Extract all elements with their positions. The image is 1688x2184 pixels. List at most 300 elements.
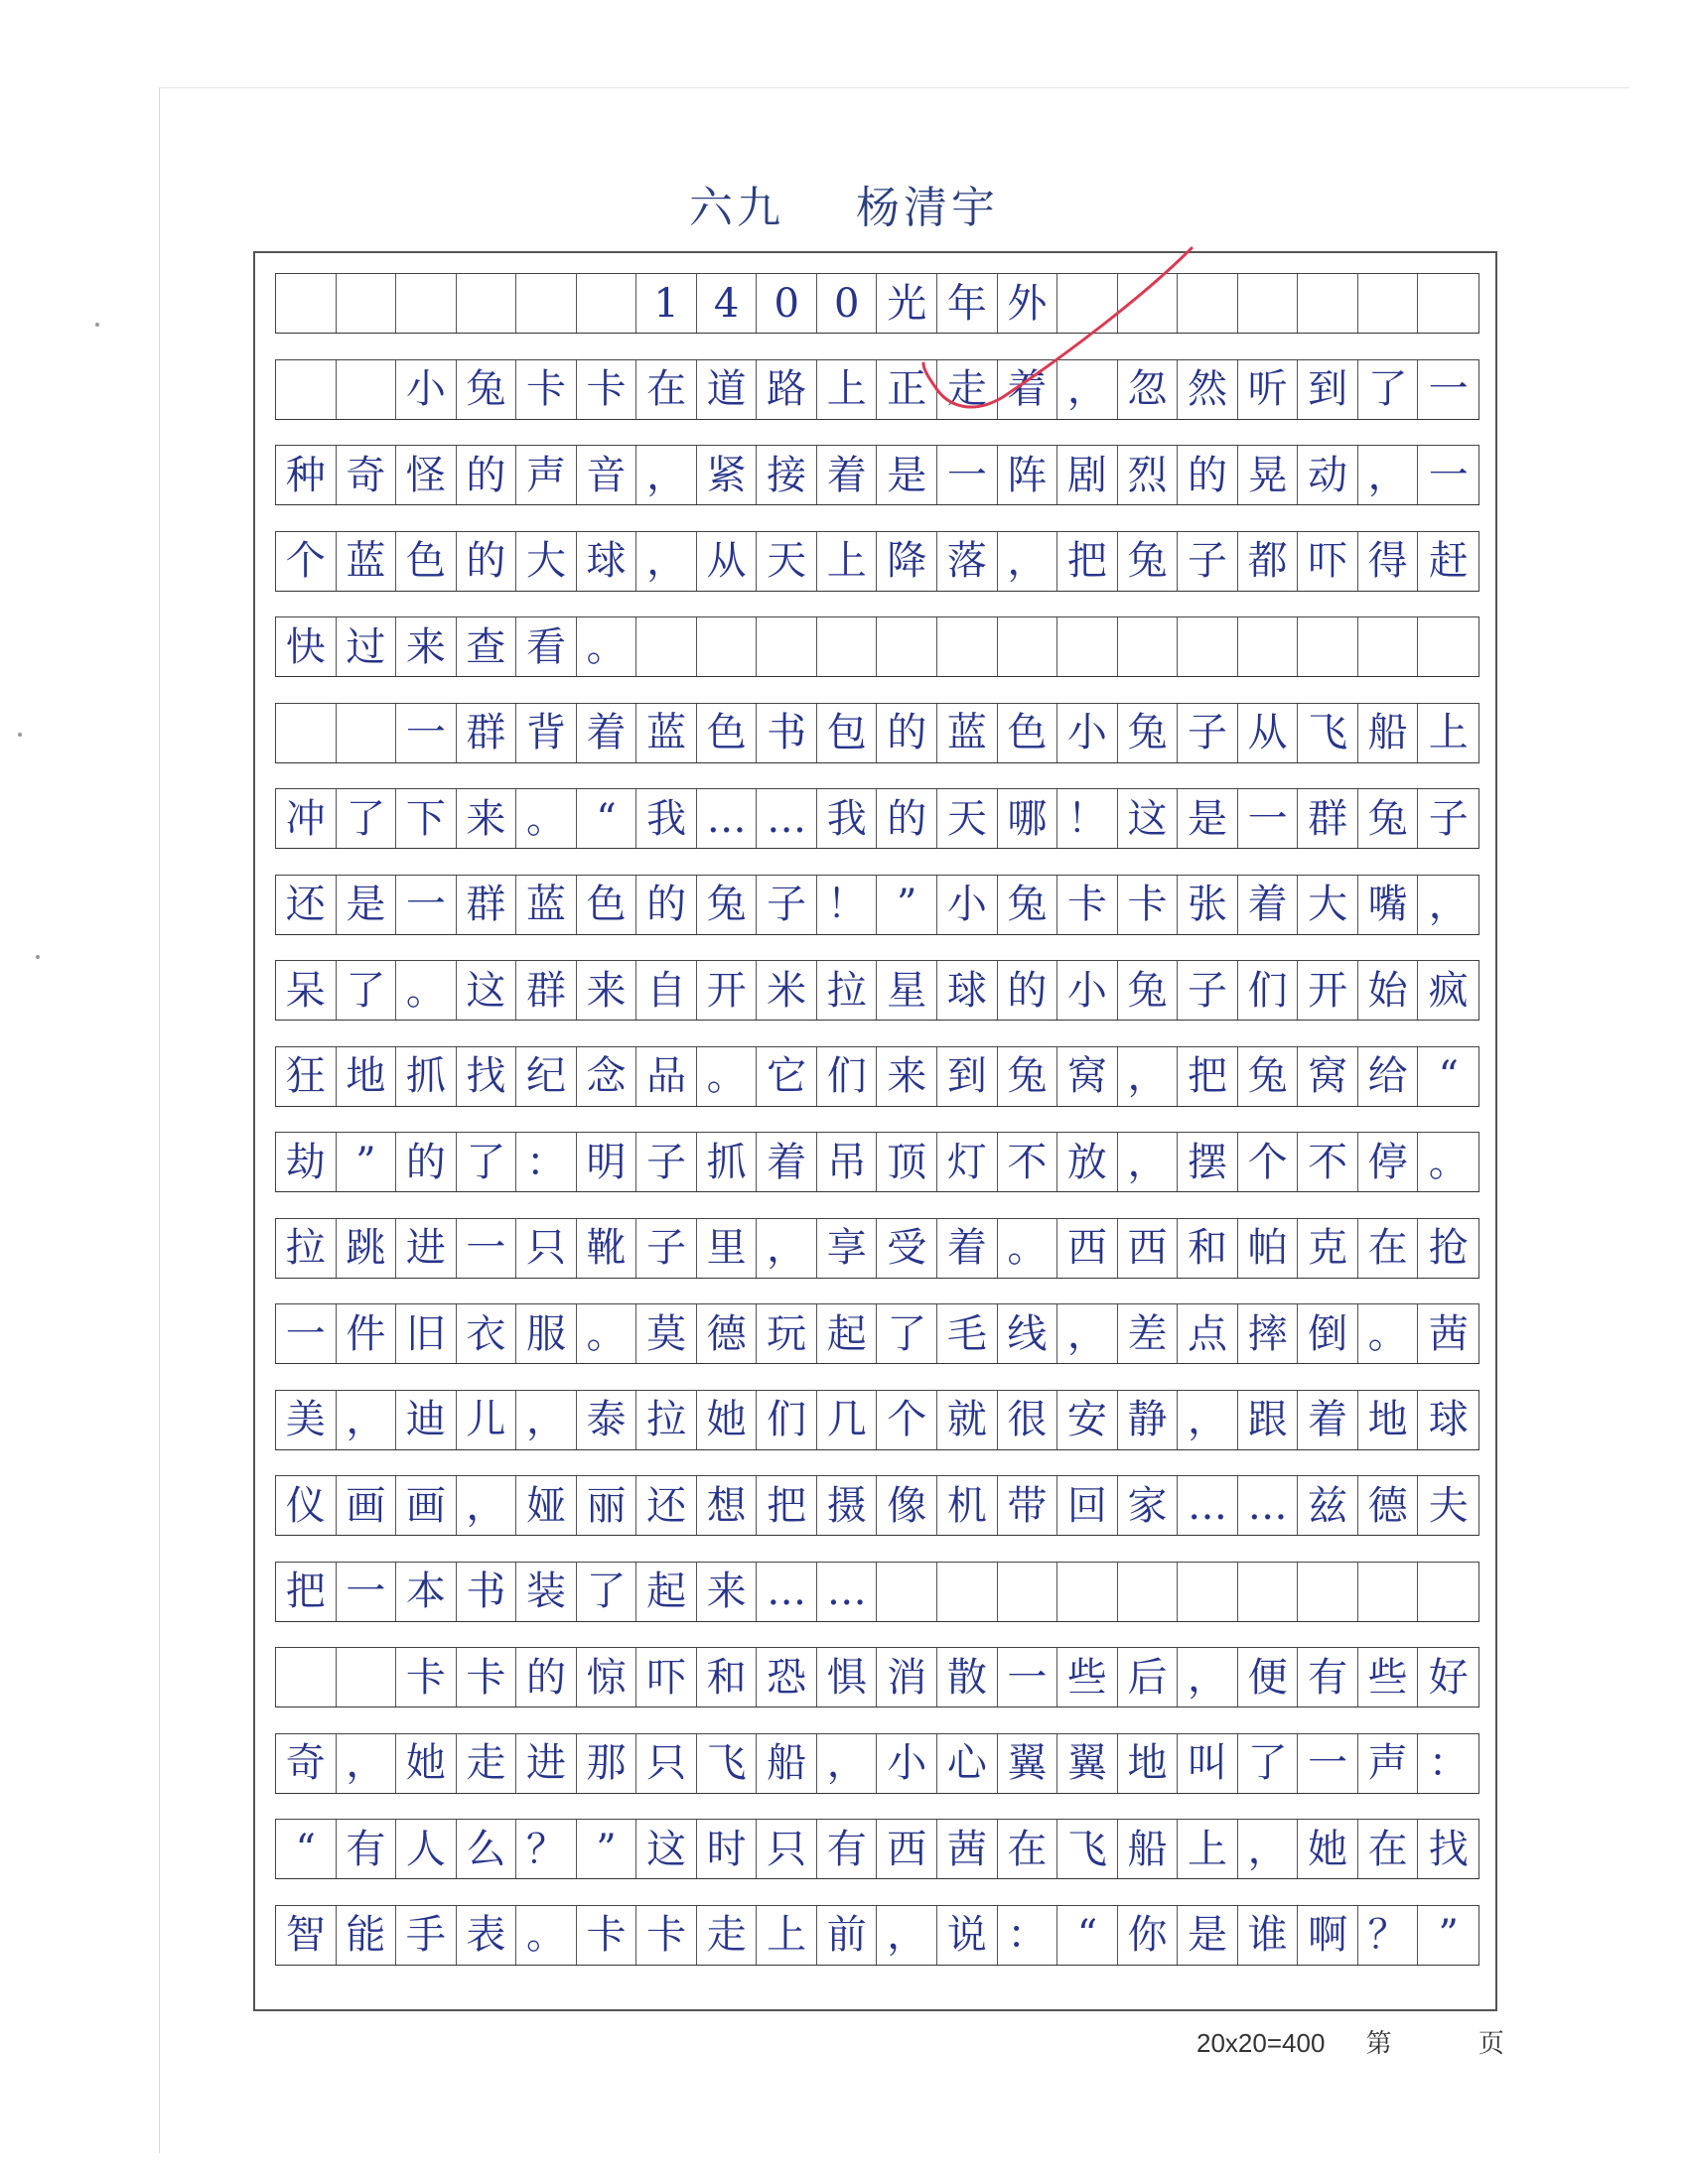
grid-cell: [877, 1563, 937, 1621]
grid-cell: 小: [396, 360, 457, 419]
grid-cell: 给: [1358, 1047, 1419, 1106]
grid-cell: 它: [757, 1047, 817, 1106]
grid-cell: 里: [697, 1219, 758, 1278]
grid-cell: 飞: [697, 1734, 758, 1793]
grid-cell: …: [697, 789, 758, 848]
grid-cell: 卡: [1057, 876, 1118, 934]
grid-cell: 靴: [577, 1219, 637, 1278]
grid-cell: 有: [1298, 1648, 1358, 1706]
grid-cell: 摆: [1178, 1133, 1238, 1191]
grid-cell: 看: [516, 617, 577, 676]
grid-cell: 卡: [636, 1906, 697, 1965]
grid-cell: ，: [1178, 1391, 1238, 1449]
grid-cell: 一: [276, 1304, 337, 1363]
manuscript-grid-sheet: [253, 251, 1497, 2011]
grid-cell: 进: [396, 1219, 457, 1278]
grid-cell: 剧: [1057, 446, 1118, 504]
grid-cell: 天: [937, 789, 998, 848]
grid-cell: 顶: [877, 1133, 937, 1191]
grid-cell: 件: [337, 1304, 397, 1363]
grid-cell: 船: [1358, 704, 1419, 762]
grid-cell: 抢: [1428, 1225, 1469, 1271]
grid-cell: 晃: [1238, 446, 1299, 504]
grid-cell: 子: [1178, 961, 1238, 1020]
grid-cell: 跳: [337, 1219, 397, 1278]
grid-cell: 带: [998, 1476, 1058, 1535]
grid-cell: 很: [998, 1391, 1058, 1449]
grid-cell: [1178, 1563, 1238, 1621]
grid-cell: 一: [1298, 1734, 1358, 1793]
grid-cell: [1358, 1563, 1419, 1621]
grid-cell: 星: [877, 961, 937, 1020]
grid-cell: 想: [697, 1476, 758, 1535]
grid-cell: ，: [1118, 1133, 1179, 1191]
grid-cell: [697, 617, 758, 676]
grid-cell: …: [757, 789, 817, 848]
grid-cell: 蓝: [516, 876, 577, 934]
grid-cell: 1: [636, 274, 697, 333]
grid-cell: 和: [1178, 1219, 1238, 1278]
grid-cell: 回: [1057, 1476, 1118, 1535]
grid-row: [275, 1562, 1479, 1622]
grid-cell: [757, 617, 817, 676]
grid-cell: 只: [757, 1820, 817, 1878]
grid-cell: 蓝: [937, 704, 998, 762]
grid-cell: 天: [757, 532, 817, 591]
grid-cell: 兔: [998, 876, 1058, 934]
grid-cell: ，: [1057, 1304, 1118, 1363]
grid-cell: 翼: [1057, 1734, 1118, 1793]
grid-cell: 呆: [276, 961, 337, 1020]
grid-cell: 莫: [636, 1304, 697, 1363]
grid-cell: 和: [697, 1648, 758, 1706]
grid-row: [275, 703, 1479, 763]
grid-cell: [1057, 617, 1118, 676]
grid-cell: 着: [1298, 1391, 1358, 1449]
grid-cell: 了: [577, 1563, 637, 1621]
grid-cell: 把: [1057, 532, 1118, 591]
grid-cell: ，: [1428, 882, 1469, 927]
grid-cell: 茜: [1428, 1310, 1469, 1357]
grid-cell: 动: [1298, 446, 1358, 504]
grid-cell: 迪: [396, 1391, 457, 1449]
grid-cell: 了: [1358, 360, 1419, 419]
grid-row: [275, 1475, 1479, 1536]
grid-cell: 地: [337, 1047, 397, 1106]
grid-cell: 了: [337, 961, 397, 1020]
grid-cell: 只: [636, 1734, 697, 1793]
grid-cell: 翼: [998, 1734, 1058, 1793]
grid-cell: 。: [396, 961, 457, 1020]
grid-row: [275, 1132, 1479, 1192]
grid-cell: 抓: [697, 1133, 758, 1191]
grid-cell: 色: [396, 532, 457, 591]
grid-cell: 上: [817, 532, 878, 591]
grid-cell: 一: [1428, 366, 1469, 412]
grid-cell: 茜: [937, 1820, 998, 1878]
grid-cell: 这: [1118, 789, 1179, 848]
grid-cell: 着: [577, 704, 637, 762]
grid-cell: 享: [817, 1219, 878, 1278]
grid-cell: 一: [998, 1648, 1058, 1706]
grid-cell: 蓝: [636, 704, 697, 762]
grid-cell: 哪: [998, 789, 1058, 848]
grid-cell: 上: [817, 360, 878, 419]
grid-cell: 小: [937, 876, 998, 934]
grid-cell: 狂: [276, 1047, 337, 1106]
grid-cell: 啊: [1298, 1906, 1358, 1965]
grid-cell: 西: [1118, 1219, 1179, 1278]
grid-cell: 张: [1178, 876, 1238, 934]
grid-cell: 兔: [1118, 704, 1179, 762]
scan-speck: [36, 955, 40, 959]
grid-cell: 倒: [1298, 1304, 1358, 1363]
grid-cell: 球: [577, 532, 637, 591]
grid-cell: 吓: [1298, 532, 1358, 591]
grid-cell: ，: [636, 532, 697, 591]
grid-cell: 个: [276, 532, 337, 591]
grid-cell: 种: [276, 446, 337, 504]
grid-cell: 帕: [1238, 1219, 1299, 1278]
page-unit: 页: [1477, 2028, 1504, 2058]
grid-cell: 烈: [1118, 446, 1179, 504]
grid-cell: 群: [1298, 789, 1358, 848]
grid-cell: 卡: [1118, 876, 1179, 934]
grid-cell: ”: [337, 1133, 397, 1191]
grid-cell: 能: [337, 1906, 397, 1965]
grid-cell: 的: [636, 876, 697, 934]
grid-cell: 声: [1358, 1734, 1419, 1793]
grid-cell: 上: [1178, 1820, 1238, 1878]
grid-cell: 过: [337, 617, 397, 676]
grid-cell: 是: [337, 876, 397, 934]
grid-cell: 只: [516, 1219, 577, 1278]
grid-cell: 德: [1358, 1476, 1419, 1535]
grid-cell: [276, 274, 337, 333]
grid-cell: 兹: [1298, 1476, 1358, 1535]
grid-cell: 球: [937, 961, 998, 1020]
grid-cell: …: [1238, 1476, 1299, 1535]
grid-cell: 个: [877, 1391, 937, 1449]
grid-cell: 服: [516, 1304, 577, 1363]
grid-cell: 群: [516, 961, 577, 1020]
grid-cell: 停: [1358, 1133, 1419, 1191]
grid-cell: 蓝: [337, 532, 397, 591]
grid-cell: 走: [697, 1906, 758, 1965]
grid-cell: 画: [396, 1476, 457, 1535]
grid-cell: 灯: [937, 1133, 998, 1191]
grid-cell: 书: [757, 704, 817, 762]
grid-cell: 我: [817, 789, 878, 848]
grid-cell: …: [817, 1563, 878, 1621]
grid-cell: [1238, 274, 1299, 333]
grid-cell: 拉: [636, 1391, 697, 1449]
grid-cell: 怪: [396, 446, 457, 504]
grid-cell: 走: [457, 1734, 517, 1793]
grid-cell: 有: [337, 1820, 397, 1878]
grid-cell: 恐: [757, 1648, 817, 1706]
grid-cell: 色: [998, 704, 1058, 762]
grid-cell: ，: [516, 1391, 577, 1449]
grid-cell: 差: [1118, 1304, 1179, 1363]
grid-cell: 兔: [1118, 961, 1179, 1020]
sheet-footer: [1196, 2023, 1504, 2060]
grid-cell: 兔: [1118, 532, 1179, 591]
grid-cell: 她: [1298, 1820, 1358, 1878]
grid-cell: 音: [577, 446, 637, 504]
grid-cell: 静: [1118, 1391, 1179, 1449]
grid-cell: 。: [1358, 1304, 1419, 1363]
grid-cell: [337, 274, 397, 333]
grid-cell: 前: [817, 1906, 878, 1965]
grid-cell: [877, 617, 937, 676]
grid-cell: 小: [1057, 961, 1118, 1020]
grid-cell: 还: [276, 876, 337, 934]
grid-cell: 嘴: [1358, 876, 1419, 934]
grid-cell: 的: [1178, 446, 1238, 504]
grid-cell: 子: [636, 1133, 697, 1191]
grid-cell: 惧: [817, 1648, 878, 1706]
grid-cell: 。: [516, 789, 577, 848]
grid-cell: ：: [998, 1906, 1058, 1965]
grid-cell: 落: [937, 532, 998, 591]
grid-cell: 着: [998, 360, 1058, 419]
grid-cell: 散: [937, 1648, 998, 1706]
grid-row: [275, 1046, 1479, 1107]
grid-cell: 儿: [457, 1391, 517, 1449]
class-name: 六九: [689, 183, 785, 233]
grid-row: [275, 616, 1479, 677]
grid-cell: 地: [1358, 1391, 1419, 1449]
grid-cell: [276, 1648, 337, 1706]
grid-cell: 是: [1178, 789, 1238, 848]
grid-cell: 忽: [1118, 360, 1179, 419]
grid-cell: 路: [757, 360, 817, 419]
grid-cell: [516, 274, 577, 333]
grid-cell: 下: [396, 789, 457, 848]
grid-cell: 。: [697, 1047, 758, 1106]
grid-row: [275, 273, 1479, 334]
grid-cell: 们: [1238, 961, 1299, 1020]
grid-cell: 小: [1057, 704, 1118, 762]
grid-cell: 来: [697, 1563, 758, 1621]
grid-cell: 年: [937, 274, 998, 333]
grid-cell: “: [276, 1820, 337, 1878]
grid-cell: [1358, 617, 1419, 676]
grid-cell: 听: [1238, 360, 1299, 419]
grid-row: [275, 788, 1479, 849]
grid-cell: 子: [757, 876, 817, 934]
grid-cell: 时: [697, 1820, 758, 1878]
grid-cell: 了: [337, 789, 397, 848]
grid-cell: ，: [877, 1906, 937, 1965]
grid-cell: [1178, 617, 1238, 676]
grid-cell: ，: [337, 1734, 397, 1793]
grid-cell: 走: [937, 360, 998, 419]
scan-speck: [95, 323, 99, 327]
grid-cell: 正: [877, 360, 937, 419]
grid-cell: 后: [1118, 1648, 1179, 1706]
grid-cell: ？: [516, 1820, 577, 1878]
grid-cell: [1118, 617, 1179, 676]
grid-cell: 仪: [276, 1476, 337, 1535]
grid-cell: 玩: [757, 1304, 817, 1363]
grid-cell: 她: [396, 1734, 457, 1793]
grid-cell: 一: [1238, 789, 1299, 848]
grid-cell: 船: [1118, 1820, 1179, 1878]
grid-cell: 的: [998, 961, 1058, 1020]
grid-row: [275, 359, 1479, 420]
grid-cell: 赶: [1428, 538, 1469, 584]
grid-cell: 家: [1118, 1476, 1179, 1535]
grid-row: [275, 1390, 1479, 1450]
grid-cell: 西: [1057, 1219, 1118, 1278]
grid-cell: 小: [877, 1734, 937, 1793]
grid-cell: 卡: [396, 1648, 457, 1706]
grid-cell: 米: [757, 961, 817, 1020]
grid-cell: 疯: [1428, 967, 1469, 1014]
grid-cell: 谁: [1238, 1906, 1299, 1965]
grid-cell: 点: [1178, 1304, 1238, 1363]
grid-cell: 上: [757, 1906, 817, 1965]
grid-cell: 装: [516, 1563, 577, 1621]
grid-cell: 。: [577, 1304, 637, 1363]
grid-cell: ，: [998, 532, 1058, 591]
grid-cell: 子: [1428, 795, 1469, 842]
grid-cell: 找: [457, 1047, 517, 1106]
grid-cell: 旧: [396, 1304, 457, 1363]
grid-row: [275, 1733, 1479, 1794]
grid-cell: ：: [1428, 1740, 1469, 1786]
grid-cell: 消: [877, 1648, 937, 1706]
grid-cell: 奇: [276, 1734, 337, 1793]
grid-cell: “: [1438, 1053, 1459, 1099]
grid-cell: ，: [1057, 360, 1118, 419]
grid-cell: 紧: [697, 446, 758, 504]
grid-cell: 西: [877, 1820, 937, 1878]
grid-cell: [457, 274, 517, 333]
grid-cell: 是: [877, 446, 937, 504]
grid-cell: [1118, 274, 1179, 333]
grid-cell: 子: [636, 1219, 697, 1278]
grid-cell: 一: [396, 704, 457, 762]
grid-cell: 查: [457, 617, 517, 676]
grid-cell: [998, 1563, 1058, 1621]
grid-cell: 我: [636, 789, 697, 848]
grid-cell: [276, 704, 337, 762]
grid-cell: 一: [457, 1219, 517, 1278]
grid-cell: 像: [877, 1476, 937, 1535]
grid-cell: 的: [877, 789, 937, 848]
grid-cell: 起: [636, 1563, 697, 1621]
grid-cell: 线: [998, 1304, 1058, 1363]
grid-cell: 放: [1057, 1133, 1118, 1191]
grid-row: [275, 1647, 1479, 1707]
grid-cell: 兔: [457, 360, 517, 419]
grid-cell: 光: [877, 274, 937, 333]
grid-cell: ！: [1057, 789, 1118, 848]
grid-cell: 上: [1428, 710, 1469, 755]
grid-cell: 得: [1358, 532, 1419, 591]
grid-cell: 德: [697, 1304, 758, 1363]
grid-row: [275, 1218, 1479, 1279]
grid-cell: 念: [577, 1047, 637, 1106]
grid-cell: 美: [276, 1391, 337, 1449]
grid-cell: 摄: [817, 1476, 878, 1535]
grid-cell: 着: [817, 446, 878, 504]
grid-cell: 在: [1358, 1820, 1419, 1878]
grid-cell: 把: [276, 1563, 337, 1621]
grid-cell: 把: [1178, 1047, 1238, 1106]
grid-cell: 着: [937, 1219, 998, 1278]
grid-cell: [1418, 274, 1478, 333]
grid-cell: 奇: [337, 446, 397, 504]
grid-cell: 的: [877, 704, 937, 762]
grid-cell: 那: [577, 1734, 637, 1793]
grid-cell: 摔: [1238, 1304, 1299, 1363]
grid-cell: 开: [1298, 961, 1358, 1020]
grid-cell: “: [577, 789, 637, 848]
grid-cell: ，: [337, 1391, 397, 1449]
grid-cell: [1418, 1563, 1478, 1621]
grid-row: [275, 1819, 1479, 1879]
grid-row: [275, 445, 1479, 505]
grid-cell: 来: [457, 789, 517, 848]
grid-cell: 克: [1298, 1219, 1358, 1278]
grid-cell: 人: [396, 1820, 457, 1878]
grid-cell: 心: [937, 1734, 998, 1793]
grid-cell: [937, 1563, 998, 1621]
grid-cell: 毛: [937, 1304, 998, 1363]
grid-cell: 。: [577, 617, 637, 676]
grid-cell: 表: [457, 1906, 517, 1965]
grid-cell: 到: [937, 1047, 998, 1106]
grid-cell: 声: [516, 446, 577, 504]
grid-cell: 兔: [998, 1047, 1058, 1106]
grid-cell: [1298, 274, 1358, 333]
grid-cell: 些: [1057, 1648, 1118, 1706]
grid-cell: ，: [1358, 446, 1419, 504]
grid-cell: 子: [1178, 532, 1238, 591]
grid-cell: 手: [396, 1906, 457, 1965]
grid-cell: 画: [337, 1476, 397, 1535]
grid-cell: 色: [577, 876, 637, 934]
grid-cell: 个: [1238, 1133, 1299, 1191]
grid-cell: 的: [457, 532, 517, 591]
grid-cell: 惊: [577, 1648, 637, 1706]
grid-cell: 窝: [1298, 1047, 1358, 1106]
grid-cell: 叫: [1178, 1734, 1238, 1793]
grid-cell: [1178, 274, 1238, 333]
grid-cell: [1057, 1563, 1118, 1621]
grid-cell: 子: [1178, 704, 1238, 762]
grid-cell: 。: [516, 1906, 577, 1965]
grid-cell: 群: [457, 876, 517, 934]
grid-cell: 一: [1428, 452, 1469, 498]
grid-cell: 然: [1178, 360, 1238, 419]
grid-cell: 兔: [697, 876, 758, 934]
grid-cell: 卡: [577, 1906, 637, 1965]
grid-cell: 0: [757, 274, 817, 333]
grid-cell: 找: [1428, 1826, 1469, 1872]
grid-cell: ，: [1178, 1648, 1238, 1706]
student-name: 杨清宇: [855, 183, 999, 233]
grid-cell: 便: [1238, 1648, 1299, 1706]
grid-cell: 色: [697, 704, 758, 762]
grid-cell: 开: [697, 961, 758, 1020]
grid-cell: 了: [877, 1304, 937, 1363]
grid-cell: 群: [457, 704, 517, 762]
